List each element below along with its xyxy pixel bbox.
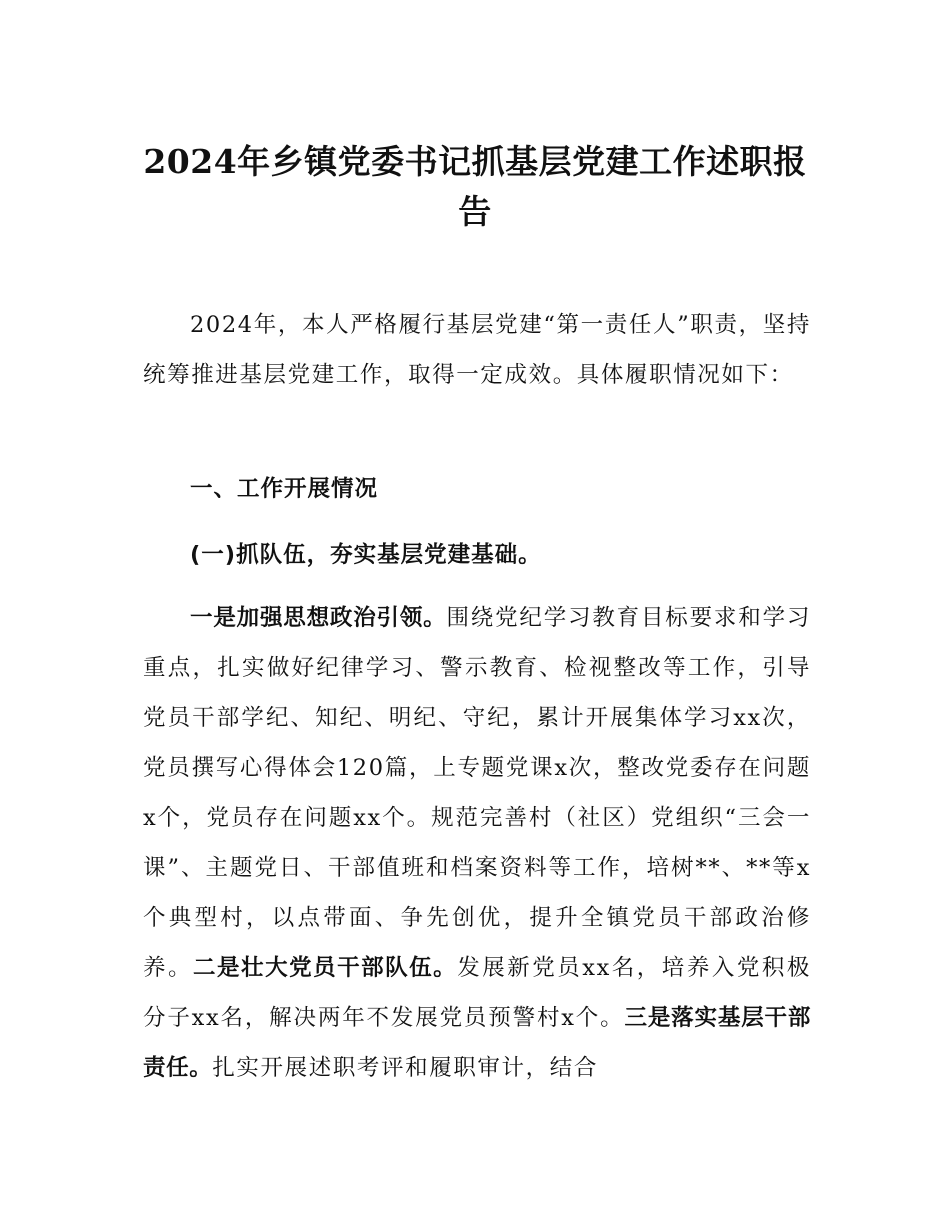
key-point-3-text: 扎实开展述职考评和履职审计，结合 bbox=[212, 1055, 598, 1081]
key-point-2-text: 发展新党员xx名，培养入党积极分子xx名，解决两年不发展党员预警村x个。 bbox=[143, 955, 811, 1031]
intro-paragraph: 2024年，本人严格履行基层党建“第一责任人”职责，坚持统筹推进基层党建工作，取得一定成效。具体履职情况如下： bbox=[143, 312, 811, 388]
title-line-1: 2024年乡镇党委书记抓基层党建工作述职报 bbox=[143, 142, 807, 182]
key-point-3: 三是落实基层干部责任。 bbox=[143, 1005, 811, 1081]
key-point-2: 二是壮大党员干部队伍。 bbox=[193, 955, 458, 981]
section-heading: 一、工作开展情况 bbox=[190, 476, 379, 502]
document-title bbox=[130, 137, 820, 237]
main-paragraph bbox=[143, 593, 811, 1093]
title-line-2: 告 bbox=[458, 192, 492, 232]
key-point-1-text: 围绕党纪学习教育目标要求和学习重点，扎实做好纪律学习、警示教育、检视整改等工作，引导党员干部学纪、知纪、明纪、守纪，累计开展集体学习xx次，党员撰写心得体会120篇，上专题党课x次，整改党委存在问题x个，党员存在问题xx个。规范完善村（社区）党组织“三会一课”、主题党日、干部值班和档案资料等工作，培树**、**等x个典型村，以点带面、争先创优，提升全镇党员干部政治修养。 bbox=[143, 605, 811, 981]
subsection-heading: (一)抓队伍，夯实基层党建基础。 bbox=[190, 542, 542, 568]
key-point-1: 一是加强思想政治引领。 bbox=[190, 605, 447, 631]
